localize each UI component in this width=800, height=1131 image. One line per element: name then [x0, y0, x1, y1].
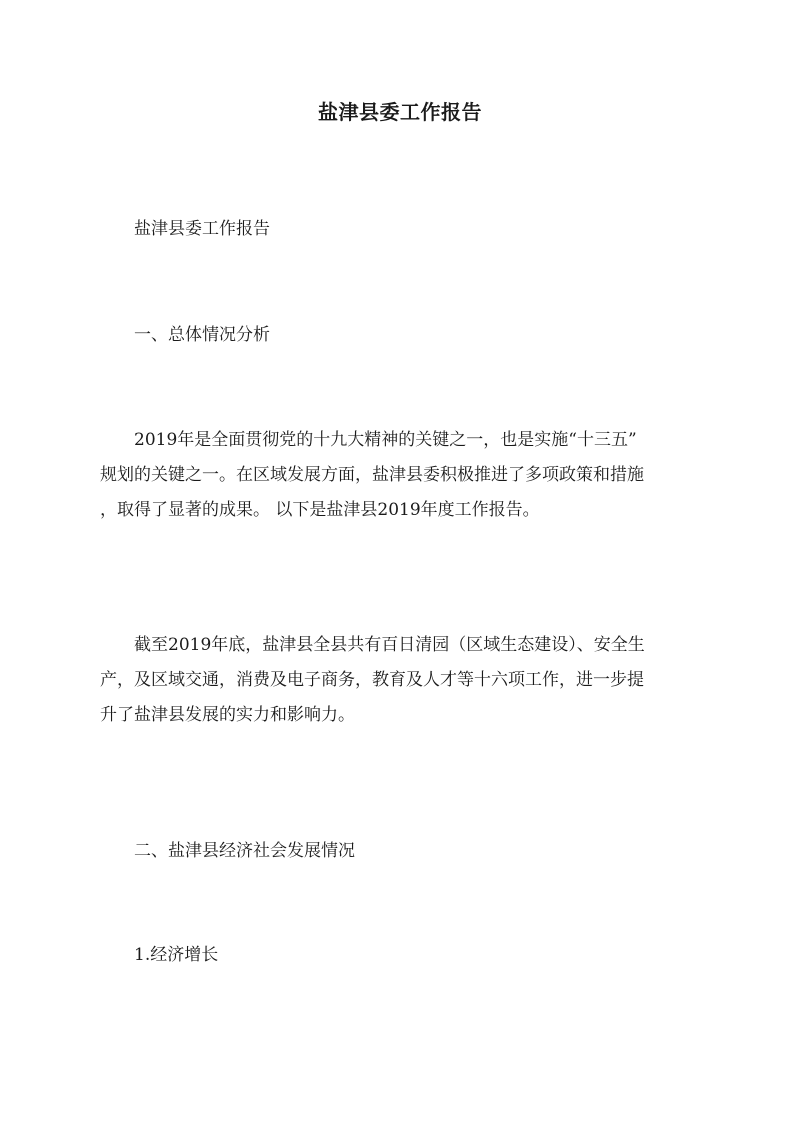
- document-subtitle: 盐津县委工作报告: [134, 219, 270, 239]
- paragraph-line: 2019年是全面贯彻党的十九大精神的关键之一，也是实施“十三五”: [134, 430, 637, 450]
- paragraph-line: ，取得了显著的成果。 以下是盐津县2019年度工作报告。: [100, 500, 540, 520]
- paragraph-line: 产，及区域交通，消费及电子商务，教育及人才等十六项工作，进一步提: [100, 670, 644, 690]
- section-heading-overview: 一、总体情况分析: [134, 325, 270, 345]
- paragraph-achievements: [100, 628, 700, 733]
- paragraph-line: 升了盐津县发展的实力和影响力。: [100, 705, 355, 725]
- paragraph-line: 规划的关键之一。在区域发展方面，盐津县委积极推进了多项政策和措施: [100, 465, 644, 485]
- document-title: 盐津县委工作报告: [318, 100, 482, 124]
- section-heading-economy: 二、盐津县经济社会发展情况: [134, 841, 355, 861]
- paragraph-line: 截至2019年底，盐津县全县共有百日清园（区域生态建设）、安全生: [134, 635, 645, 655]
- paragraph-intro: [100, 423, 700, 528]
- subsection-heading-growth: 1.经济增长: [134, 945, 219, 965]
